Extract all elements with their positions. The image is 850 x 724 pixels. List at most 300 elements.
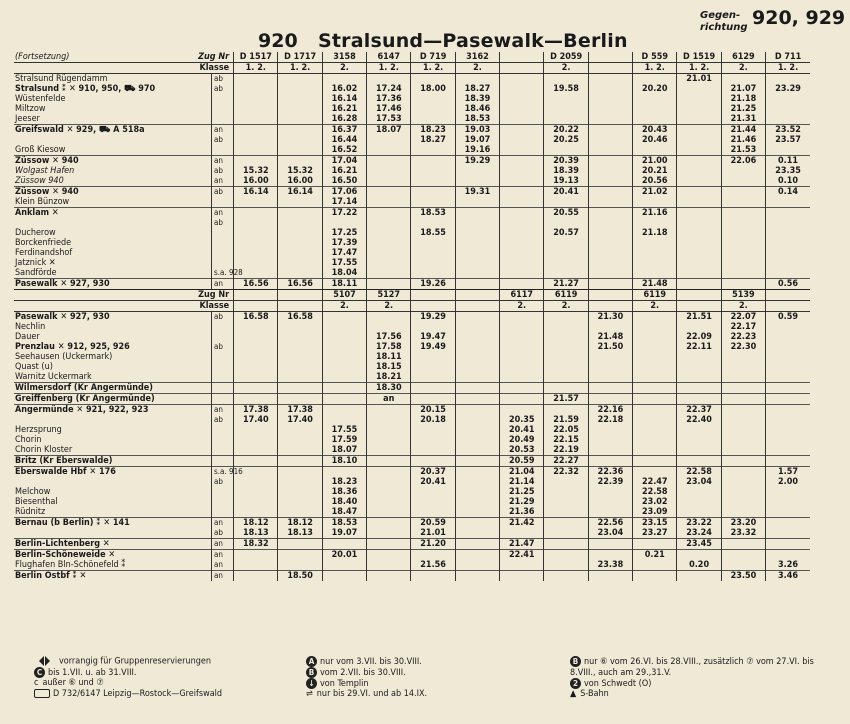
time-cell (367, 435, 411, 445)
time-cell (411, 114, 455, 125)
time-cell (367, 228, 411, 238)
time-cell (588, 497, 632, 507)
train-number[interactable]: D 2059 (544, 52, 588, 63)
train-number[interactable]: D 719 (411, 52, 455, 63)
time-cell: 20.37 (411, 467, 455, 478)
time-cell (588, 218, 632, 228)
train-number[interactable]: D 1517 (234, 52, 278, 63)
time-cell (411, 372, 455, 383)
train-class: 1. 2. (278, 63, 322, 74)
time-cell (588, 445, 632, 456)
time-cell (278, 238, 322, 248)
time-cell (367, 425, 411, 435)
time-cell (633, 332, 677, 342)
time-cell (766, 539, 810, 550)
upper-station-row (14, 104, 810, 114)
time-cell: 22.47 (633, 477, 677, 487)
train-number[interactable] (588, 290, 632, 301)
time-cell: 19.03 (455, 125, 499, 136)
time-cell (322, 394, 366, 405)
lower-station-row (14, 507, 810, 518)
time-cell: 0.56 (766, 279, 810, 290)
train-number[interactable]: 3162 (455, 52, 499, 63)
station-name: Warnitz Uckermark (15, 372, 92, 382)
station-name: Anklam ✕ (14, 208, 211, 219)
time-cell: 18.39 (544, 166, 588, 176)
time-cell: 19.26 (411, 279, 455, 290)
time-cell: 20.15 (411, 405, 455, 416)
time-cell: 20.39 (544, 156, 588, 167)
time-cell (411, 145, 455, 156)
time-cell (633, 94, 677, 104)
note-gruppen: vorrangig für Gruppenreservierungen (34, 656, 211, 668)
time-cell (721, 279, 765, 290)
time-cell (322, 74, 366, 85)
station-name: Wilmersdorf (Kr Angermünde) (14, 383, 211, 394)
time-cell (721, 445, 765, 456)
arr-dep-marker (211, 258, 233, 268)
time-cell (766, 248, 810, 258)
time-cell (322, 372, 366, 383)
time-cell (588, 208, 632, 219)
time-cell (766, 145, 810, 156)
station-name (14, 477, 211, 487)
train-number[interactable]: 6117 (500, 290, 544, 301)
time-cell (322, 467, 366, 478)
time-cell: 17.47 (322, 248, 366, 258)
time-cell: 21.48 (633, 279, 677, 290)
time-cell (278, 322, 322, 332)
time-cell: 22.07 (721, 312, 765, 323)
time-cell (588, 425, 632, 435)
time-cell (234, 218, 278, 228)
time-cell (411, 166, 455, 176)
time-cell: 22.56 (588, 518, 632, 529)
station-name: Wolgast Hafen (15, 166, 75, 176)
station-name: Miltzow (15, 104, 46, 114)
time-cell (677, 352, 721, 362)
upper-station-row (14, 197, 810, 208)
time-cell (367, 518, 411, 529)
time-cell: 18.32 (234, 539, 278, 550)
time-cell (633, 342, 677, 352)
time-cell (278, 104, 322, 114)
time-cell (278, 74, 322, 85)
time-cell (677, 197, 721, 208)
time-cell: 22.19 (544, 445, 588, 456)
time-cell (500, 176, 544, 187)
train-number[interactable] (455, 290, 499, 301)
time-cell: 20.41 (411, 477, 455, 487)
arr-dep-marker (211, 322, 233, 332)
train-number[interactable] (766, 290, 810, 301)
train-class (411, 301, 455, 312)
time-cell: 21.27 (544, 279, 588, 290)
time-cell (278, 342, 322, 352)
time-cell (500, 322, 544, 332)
time-cell (234, 248, 278, 258)
train-number[interactable]: 6119 (633, 290, 677, 301)
time-cell: 16.52 (322, 145, 366, 156)
train-class: 1. 2. (367, 63, 411, 74)
arr-dep-marker: an (211, 156, 233, 167)
arr-dep-marker (211, 497, 233, 507)
time-cell (234, 372, 278, 383)
lower-station-row (14, 487, 810, 497)
note-c-lower: c außer ⑥ und ⑦ (34, 678, 104, 688)
time-cell (544, 312, 588, 323)
time-cell: 21.01 (677, 74, 721, 85)
time-cell (500, 383, 544, 394)
time-cell: 17.56 (367, 332, 411, 342)
lower-station-row (14, 322, 810, 332)
time-cell (721, 487, 765, 497)
time-cell (677, 238, 721, 248)
time-cell (234, 435, 278, 445)
time-cell (677, 550, 721, 561)
time-cell (411, 352, 455, 362)
time-cell (367, 238, 411, 248)
arr-dep-marker (211, 104, 233, 114)
time-cell (588, 104, 632, 114)
time-cell: 16.56 (234, 279, 278, 290)
time-cell (677, 156, 721, 167)
time-cell (278, 456, 322, 467)
time-cell (500, 208, 544, 219)
time-cell: 23.09 (633, 507, 677, 518)
time-cell (766, 456, 810, 467)
arr-dep-marker: ab (211, 528, 233, 539)
time-cell: 2.00 (766, 477, 810, 487)
train-number[interactable]: 5107 (322, 290, 366, 301)
time-cell (721, 477, 765, 487)
train-number[interactable]: D 711 (766, 52, 810, 63)
time-cell (411, 322, 455, 332)
time-cell (588, 571, 632, 582)
fortsetzung-label: (Fortsetzung) (15, 52, 70, 62)
time-cell (544, 487, 588, 497)
lower-train-numbers-row (14, 290, 810, 301)
time-cell: 1.57 (766, 467, 810, 478)
station-name: Wüstenfelde (15, 94, 66, 104)
time-cell (500, 84, 544, 94)
time-cell (633, 145, 677, 156)
time-cell (234, 238, 278, 248)
train-class (234, 301, 278, 312)
time-cell (544, 332, 588, 342)
time-cell (544, 248, 588, 258)
time-cell (278, 197, 322, 208)
station-name: Greiffenberg (Kr Angermünde) (14, 394, 211, 405)
train-number[interactable]: 6119 (544, 290, 588, 301)
train-number[interactable] (411, 290, 455, 301)
time-cell (766, 197, 810, 208)
time-cell (588, 228, 632, 238)
time-cell: 20.55 (544, 208, 588, 219)
time-cell (500, 332, 544, 342)
time-cell (766, 394, 810, 405)
time-cell (322, 539, 366, 550)
time-cell: 16.14 (234, 187, 278, 198)
time-cell (234, 352, 278, 362)
upper-station-row (14, 156, 810, 167)
station-name: Klein Bünzow (15, 197, 70, 207)
train-number[interactable]: D 1717 (278, 52, 322, 63)
time-cell: 16.50 (322, 176, 366, 187)
time-cell: 3.26 (766, 560, 810, 571)
page-title: Stralsund—Pasewalk—Berlin (318, 30, 628, 52)
time-cell (234, 208, 278, 219)
time-cell (544, 372, 588, 383)
time-cell: 16.21 (322, 166, 366, 176)
time-cell (633, 383, 677, 394)
time-cell (322, 415, 366, 425)
upper-zug-label (14, 52, 234, 63)
train-number[interactable]: 5139 (721, 290, 765, 301)
arr-dep-marker: an (211, 560, 233, 571)
station-name: Ducherow (15, 228, 56, 238)
time-cell (278, 550, 322, 561)
time-cell: 21.53 (721, 145, 765, 156)
time-cell (411, 156, 455, 167)
station-name: Melchow (15, 487, 51, 497)
train-class: 1. 2. (633, 63, 677, 74)
time-cell (677, 104, 721, 114)
time-cell (633, 238, 677, 248)
time-cell: 18.55 (411, 228, 455, 238)
time-cell: 22.36 (588, 467, 632, 478)
time-cell (367, 550, 411, 561)
arr-dep-marker (211, 94, 233, 104)
header (0, 0, 850, 52)
time-cell (677, 372, 721, 383)
time-cell (588, 176, 632, 187)
station-name: Britz (Kr Eberswalde) (14, 456, 211, 467)
time-cell (367, 507, 411, 518)
train-class: 2. (633, 301, 677, 312)
time-cell (500, 560, 544, 571)
time-cell (455, 176, 499, 187)
station-name: Groß Kiesow (15, 145, 66, 155)
time-cell (544, 94, 588, 104)
note-schwedt: 2 von Schwedt (O) (570, 678, 651, 690)
time-cell (721, 550, 765, 561)
time-cell (588, 238, 632, 248)
time-cell: 19.49 (411, 342, 455, 352)
time-cell: 22.18 (588, 415, 632, 425)
time-cell: 23.24 (677, 528, 721, 539)
time-cell (455, 425, 499, 435)
time-cell (677, 571, 721, 582)
time-cell (677, 125, 721, 136)
time-cell (544, 342, 588, 352)
time-cell: 21.02 (633, 187, 677, 198)
time-cell (721, 394, 765, 405)
station-name: Jeeser (15, 114, 40, 124)
train-number[interactable]: D 559 (633, 52, 677, 63)
time-cell (500, 372, 544, 383)
time-cell (677, 445, 721, 456)
time-cell (455, 445, 499, 456)
time-cell (367, 156, 411, 167)
time-cell: 19.13 (544, 176, 588, 187)
time-cell (411, 571, 455, 582)
time-cell (234, 383, 278, 394)
time-cell (633, 394, 677, 405)
time-cell (544, 218, 588, 228)
time-cell (278, 539, 322, 550)
time-cell (234, 507, 278, 518)
time-cell (500, 248, 544, 258)
time-cell (588, 362, 632, 372)
lower-station-row (14, 405, 810, 416)
time-cell (588, 539, 632, 550)
station-name: Nechlin (15, 322, 46, 332)
upper-classes-row (14, 63, 810, 74)
time-cell (278, 507, 322, 518)
arr-dep-marker (211, 445, 233, 456)
time-cell: 23.45 (677, 539, 721, 550)
note-a: A nur vom 3.VII. bis 30.VIII. (306, 656, 422, 668)
time-cell (234, 487, 278, 497)
time-cell: 19.47 (411, 332, 455, 342)
time-cell: 21.50 (588, 342, 632, 352)
time-cell: 21.30 (588, 312, 632, 323)
train-class (500, 63, 544, 74)
time-cell (721, 497, 765, 507)
time-cell: 0.10 (766, 176, 810, 187)
upper-station-row (14, 268, 810, 279)
upper-station-row (14, 125, 810, 136)
time-cell (500, 528, 544, 539)
train-number[interactable]: 5127 (367, 290, 411, 301)
arr-dep-marker: an (211, 208, 233, 219)
time-cell (677, 487, 721, 497)
station-name: Flughafen Bln-Schönefeld ⁑ (15, 560, 126, 570)
time-cell (367, 208, 411, 219)
time-cell: 16.58 (278, 312, 322, 323)
time-cell: 18.40 (322, 497, 366, 507)
time-cell: 22.23 (721, 332, 765, 342)
time-cell (411, 487, 455, 497)
time-cell (234, 362, 278, 372)
time-cell: 18.50 (278, 571, 322, 582)
time-cell (766, 425, 810, 435)
time-cell (455, 248, 499, 258)
time-cell (633, 539, 677, 550)
time-cell (455, 528, 499, 539)
lower-station-row (14, 383, 810, 394)
time-cell: 22.06 (721, 156, 765, 167)
lower-station-row (14, 528, 810, 539)
zug-nr-label: Zug Nr (198, 290, 230, 300)
train-number[interactable] (500, 52, 544, 63)
time-cell (278, 445, 322, 456)
time-cell (766, 114, 810, 125)
time-cell (677, 166, 721, 176)
time-cell (544, 539, 588, 550)
time-cell (766, 94, 810, 104)
train-number[interactable]: 6147 (367, 52, 411, 63)
lower-station-row (14, 445, 810, 456)
arr-dep-marker: an (211, 550, 233, 561)
time-cell (500, 218, 544, 228)
time-cell: 23.22 (677, 518, 721, 529)
time-cell (500, 145, 544, 156)
train-class: 2. (721, 63, 765, 74)
time-cell (633, 456, 677, 467)
time-cell: 18.13 (278, 528, 322, 539)
time-cell (544, 258, 588, 268)
time-cell (544, 571, 588, 582)
time-cell (721, 507, 765, 518)
train-number[interactable]: D 1519 (677, 52, 721, 63)
time-cell (411, 550, 455, 561)
time-cell (766, 518, 810, 529)
time-cell (633, 571, 677, 582)
lower-zug-label (14, 290, 234, 301)
time-cell (234, 497, 278, 507)
time-cell (411, 497, 455, 507)
train-number[interactable]: 6129 (721, 52, 765, 63)
station-name (14, 415, 211, 425)
time-cell (721, 560, 765, 571)
time-cell: 20.57 (544, 228, 588, 238)
time-cell (367, 176, 411, 187)
time-cell: 22.16 (588, 405, 632, 416)
time-cell (278, 477, 322, 487)
time-cell: an (367, 394, 411, 405)
time-cell (322, 332, 366, 342)
station-name: Ferdinandshof (15, 248, 73, 258)
train-number[interactable] (234, 290, 278, 301)
time-cell (500, 258, 544, 268)
time-cell (500, 362, 544, 372)
time-cell (633, 372, 677, 383)
gegen-table-numbers[interactable]: 920, 929 (752, 7, 846, 29)
time-cell: 16.56 (278, 279, 322, 290)
train-number[interactable] (588, 52, 632, 63)
time-cell (455, 497, 499, 507)
arr-dep-marker: an (211, 539, 233, 550)
train-number[interactable] (278, 290, 322, 301)
time-cell (766, 258, 810, 268)
time-cell (544, 497, 588, 507)
time-cell (411, 507, 455, 518)
train-number[interactable]: 3158 (322, 52, 366, 63)
lower-station-row (14, 550, 810, 561)
gegen-line-1: Gegen- (700, 10, 741, 21)
time-cell: 17.55 (322, 258, 366, 268)
time-cell (234, 322, 278, 332)
time-cell: 17.38 (278, 405, 322, 416)
time-cell (500, 114, 544, 125)
time-cell: 18.04 (322, 268, 366, 279)
time-cell (500, 394, 544, 405)
train-number[interactable] (677, 290, 721, 301)
time-cell (633, 104, 677, 114)
time-cell (721, 197, 765, 208)
time-cell: 19.58 (544, 84, 588, 94)
time-cell (544, 145, 588, 156)
time-cell: 22.32 (544, 467, 588, 478)
time-cell (633, 352, 677, 362)
time-cell (367, 467, 411, 478)
arr-dep-marker: ab (211, 135, 233, 145)
time-cell: 17.36 (367, 94, 411, 104)
time-cell (766, 372, 810, 383)
time-cell: 22.11 (677, 342, 721, 352)
